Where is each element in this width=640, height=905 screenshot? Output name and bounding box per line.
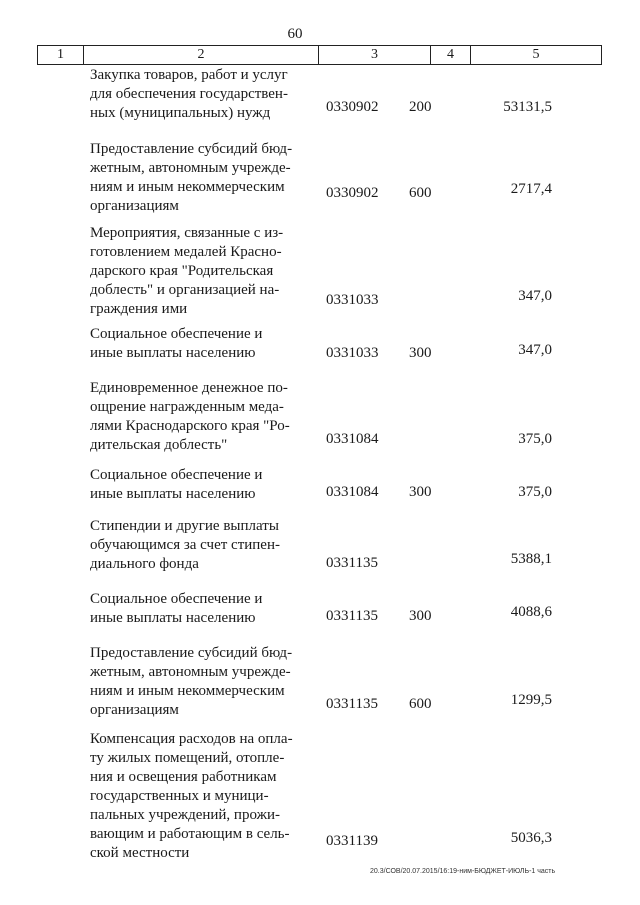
- header-col-2: 2: [84, 46, 319, 64]
- row-code: 0330902: [326, 185, 379, 201]
- row-code: 0331135: [326, 608, 378, 624]
- row-expense-type: 200: [409, 99, 432, 115]
- row-code: 0331033: [326, 292, 379, 308]
- row-code: 0331084: [326, 431, 379, 447]
- row-amount: 1299,5: [510, 692, 552, 708]
- row-expense-type: 300: [409, 345, 432, 361]
- header-col-4: 4: [431, 46, 471, 64]
- row-amount: 5036,3: [510, 830, 552, 846]
- row-description: Социальное обеспечение и иные выплаты населению: [90, 326, 263, 361]
- header-col-3: 3: [319, 46, 431, 64]
- row-expense-type: 300: [409, 608, 432, 624]
- row-amount: 4088,6: [510, 604, 552, 620]
- row-amount: 2717,4: [510, 181, 552, 197]
- footer-stamp: 20.3/СОВ/20.07.2015/16:19-ним-БЮДЖЕТ-ИЮЛЬ-1 часть: [370, 868, 556, 875]
- header-col-5: 5: [532, 47, 540, 62]
- row-description: Компенсация расходов на опла- ту жилых помещений, отопле- ния и освещения работникам государственных и муници- пальных учреждений, прожи- вающим и работающим в сель- ской местности: [90, 731, 293, 861]
- row-code: 0331139: [326, 833, 378, 849]
- row-description: Предоставление субсидий бюд- жетным, автономным учрежде- ниям и иным некоммерческим организациям: [90, 645, 293, 718]
- row-code: 0330902: [326, 99, 379, 115]
- header-col-1: 1: [38, 46, 84, 64]
- row-amount: 347,0: [518, 342, 552, 358]
- row-code: 0331135: [326, 696, 378, 712]
- row-amount: 347,0: [518, 288, 552, 304]
- row-description: Социальное обеспечение и иные выплаты населению: [90, 467, 263, 502]
- row-description: Мероприятия, связанные с из- готовлением медалей Красно- дарского края "Родительская доблесть" и организацией на- граждения ими: [90, 225, 284, 317]
- row-amount: 375,0: [518, 484, 552, 500]
- row-code: 0331033: [326, 345, 379, 361]
- row-description: Социальное обеспечение и иные выплаты населению: [90, 591, 263, 626]
- row-description: Единовременное денежное по- ощрение награжденным меда- лями Краснодарского края "Ро- дительская доблесть": [90, 380, 290, 453]
- row-amount: 375,0: [518, 431, 552, 447]
- row-expense-type: 600: [409, 696, 432, 712]
- row-description: Закупка товаров, работ и услуг для обеспечения государствен- ных (муниципальных) нужд: [90, 67, 288, 121]
- table-header: [37, 45, 602, 65]
- row-amount: 5388,1: [510, 551, 552, 567]
- row-code: 0331084: [326, 484, 379, 500]
- page-number: 60: [287, 26, 303, 42]
- row-amount: 53131,5: [503, 99, 552, 115]
- row-expense-type: 600: [409, 185, 432, 201]
- row-code: 0331135: [326, 555, 378, 571]
- row-description: Стипендии и другие выплаты обучающимся за счет стипен- диального фонда: [90, 518, 280, 572]
- row-expense-type: 300: [409, 484, 432, 500]
- row-description: Предоставление субсидий бюд- жетным, автономным учрежде- ниям и иным некоммерческим организациям: [90, 141, 293, 214]
